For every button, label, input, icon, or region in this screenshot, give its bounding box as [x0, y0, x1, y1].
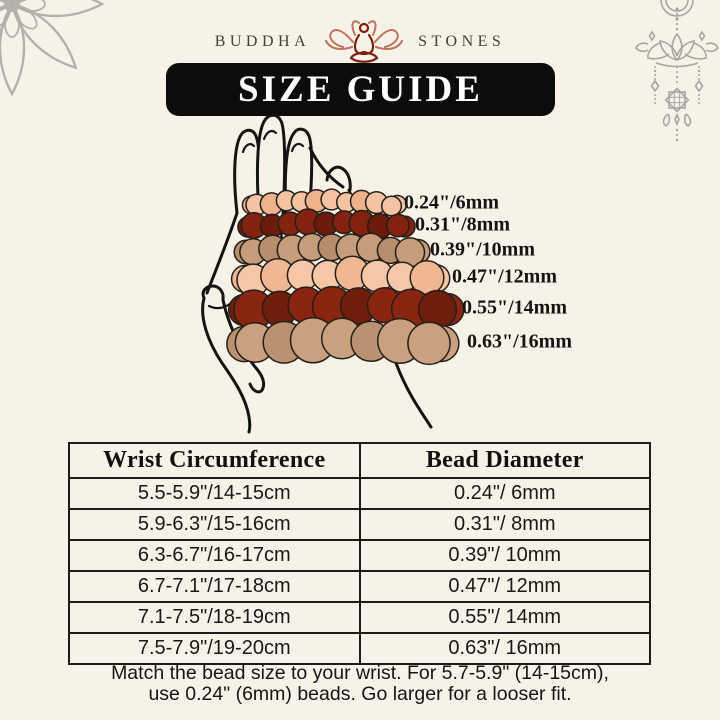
size-table-header: Bead Diameter — [360, 443, 651, 478]
fit-note-line1: Match the bead size to your wrist. For 5.7-5.9" (14-15cm), — [111, 662, 609, 684]
size-table-row — [69, 540, 650, 571]
bead-size-label: 0.63"/16mm — [467, 330, 572, 353]
wrist-circumference-cell: 5.9-6.3"/15-16cm — [69, 509, 360, 540]
bead-size-label: 0.24"/6mm — [404, 191, 499, 214]
bead-size-label: 0.55"/14mm — [462, 296, 567, 319]
wrist-circumference-cell: 7.1-7.5"/18-19cm — [69, 602, 360, 633]
size-table-row — [69, 571, 650, 602]
banner-title: SIZE GUIDE — [238, 69, 483, 110]
size-table-header-row — [69, 443, 650, 478]
wrist-circumference-cell: 6.3-6.7"/16-17cm — [69, 540, 360, 571]
size-table-row — [69, 509, 650, 540]
wrist-circumference-cell: 6.7-7.1"/17-18cm — [69, 571, 360, 602]
brand-name-right: STONES — [418, 33, 506, 50]
size-table-row — [69, 478, 650, 509]
wrist-circumference-cell: 5.5-5.9"/14-15cm — [69, 478, 360, 509]
size-table-row — [69, 602, 650, 633]
bead-size-label: 0.39"/10mm — [430, 238, 535, 261]
bead-diameter-cell: 0.39"/ 10mm — [360, 540, 651, 571]
bead-size-label: 0.31"/8mm — [415, 213, 510, 236]
bead-diameter-cell: 0.31"/ 8mm — [360, 509, 651, 540]
fit-note-line2: use 0.24" (6mm) beads. Go larger for a looser fit. — [148, 683, 572, 705]
wrist-circumference-cell: 7.5-7.9"/19-20cm — [69, 633, 360, 664]
size-table — [68, 442, 651, 665]
bead-diameter-cell: 0.63"/ 16mm — [360, 633, 651, 664]
bead-size-label: 0.47"/12mm — [452, 265, 557, 288]
brand-name-left: BUDDHA — [214, 33, 311, 50]
bead-diameter-cell: 0.55"/ 14mm — [360, 602, 651, 633]
bead-diameter-cell: 0.47"/ 12mm — [360, 571, 651, 602]
fit-note — [0, 663, 720, 705]
bead-diameter-cell: 0.24"/ 6mm — [360, 478, 651, 509]
bead-row-16mm — [227, 318, 459, 365]
size-table-row — [69, 633, 650, 664]
size-table-header: Wrist Circumference — [69, 443, 360, 478]
